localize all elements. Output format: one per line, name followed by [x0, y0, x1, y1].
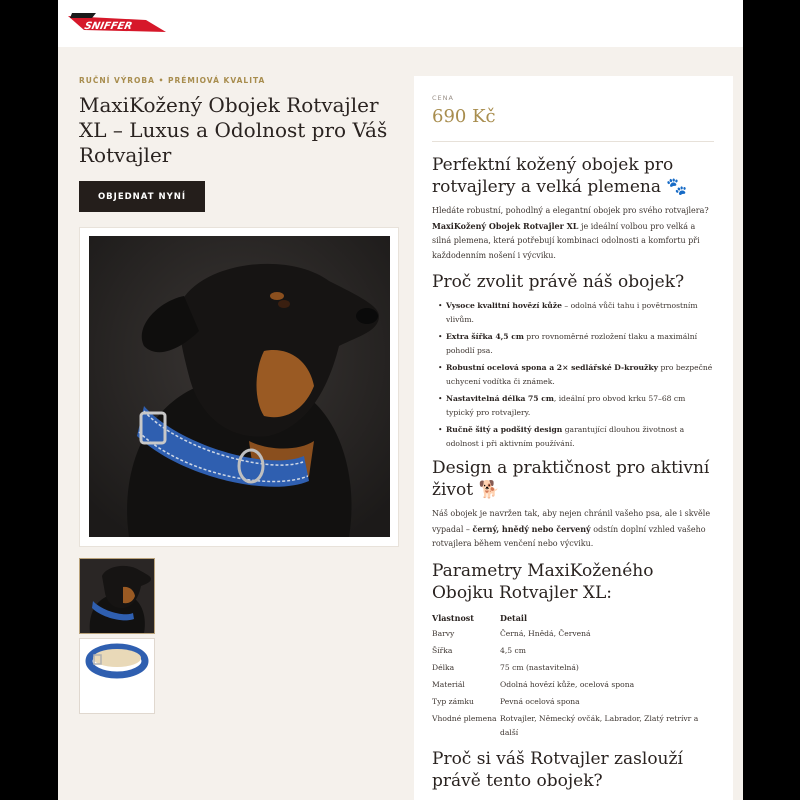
list-item: • Ručně šitý a podšitý design garantující dlouhou životnost a odolnost i při aktivním používání. — [440, 423, 714, 451]
table-row: Délka 75 cm (nastavitelná) — [432, 662, 579, 672]
collar-thumbnail-image — [80, 639, 154, 683]
site-header — [58, 0, 743, 47]
design-paragraph: Náš obojek je navržen tak, aby nejen chránil vašeho psa, ale i skvěle vypadal – černý, hnědý nebo červený odstín doplní vzhled vašeho rotvajlera během venčení nebo výcviku. — [432, 509, 711, 548]
rottweiler-photo[interactable] — [89, 236, 390, 537]
order-now-button[interactable]: OBJEDNAT NYNÍ — [79, 181, 205, 212]
parameters-table — [432, 610, 714, 742]
list-item: • Vysoce kvalitní hovězí kůže – odolná vůči tahu i povětrnostním vlivům. — [440, 299, 714, 327]
section-heading-design: Design a praktičnost pro aktivní život 🐕 — [432, 458, 710, 500]
section-heading-intro: Perfektní kožený obojek pro rotvajlery a velká plemena 🐾 — [432, 155, 688, 197]
product-gallery-column — [79, 47, 399, 718]
thumbnail-rottweiler[interactable] — [79, 558, 155, 634]
thumbnail-strip — [79, 558, 399, 714]
product-page — [58, 0, 743, 800]
thumbnail-collar[interactable] — [79, 638, 155, 714]
table-row: Šířka 4,5 cm — [432, 645, 526, 655]
table-row: Barvy Černá, Hnědá, Červená — [432, 628, 591, 638]
table-row: Vhodné plemena Rotvajler, Německý ovčák, Labrador, Zlatý retrívr a další — [432, 713, 699, 737]
section-heading-why: Proč zvolit právě náš obojek? — [432, 272, 685, 292]
list-item: • Nastavitelná délka 75 cm, ideální pro obvod krku 57–68 cm typický pro rotvajlery. — [440, 392, 714, 420]
logo-text: SNIFFER — [83, 21, 134, 32]
product-title: MaxiKožený Obojek Rotvajler XL – Luxus a Odolnost pro Váš Rotvajler — [79, 93, 388, 167]
list-item: • Extra šířka 4,5 cm pro rovnoměrné rozložení tlaku a maximální pohodlí psa. — [440, 330, 714, 358]
price-label: CENA — [432, 94, 454, 102]
section-heading-reason: Proč si váš Rotvajler zaslouží právě tento obojek? — [432, 748, 683, 791]
product-kicker: RUČNÍ VÝROBA • PRÉMIOVÁ KVALITA — [79, 76, 266, 85]
table-header-row: Vlastnost Detail — [432, 612, 527, 623]
product-price: 690 Kč — [432, 106, 496, 127]
table-row: Typ zámku Pevná ocelová spona — [432, 696, 580, 706]
sniffer-logo-icon — [66, 10, 166, 36]
table-row: Materiál Odolná hovězí kůže, ocelová spona — [432, 679, 635, 689]
divider — [432, 141, 714, 142]
main-image-frame — [79, 227, 399, 547]
feature-list — [432, 299, 714, 451]
intro-paragraph: Hledáte robustní, pohodlný a elegantní obojek pro svého rotvajlera? MaxiKožený Obojek Rotvajler XL je ideální volbou pro velká a silná plemena, která potřebují kombinaci odolnosti a komfortu při každodenním nošení i výcviku. — [432, 206, 709, 260]
brand-logo[interactable] — [66, 10, 166, 40]
list-item: • Robustní ocelová spona a 2× sedlářské D-kroužky pro bezpečné uchycení vodítka či známek. — [440, 361, 714, 389]
section-heading-params: Parametry MaxiKoženého Obojku Rotvajler XL: — [432, 560, 654, 603]
rottweiler-thumbnail-image — [80, 559, 154, 633]
product-info-panel — [414, 76, 733, 800]
